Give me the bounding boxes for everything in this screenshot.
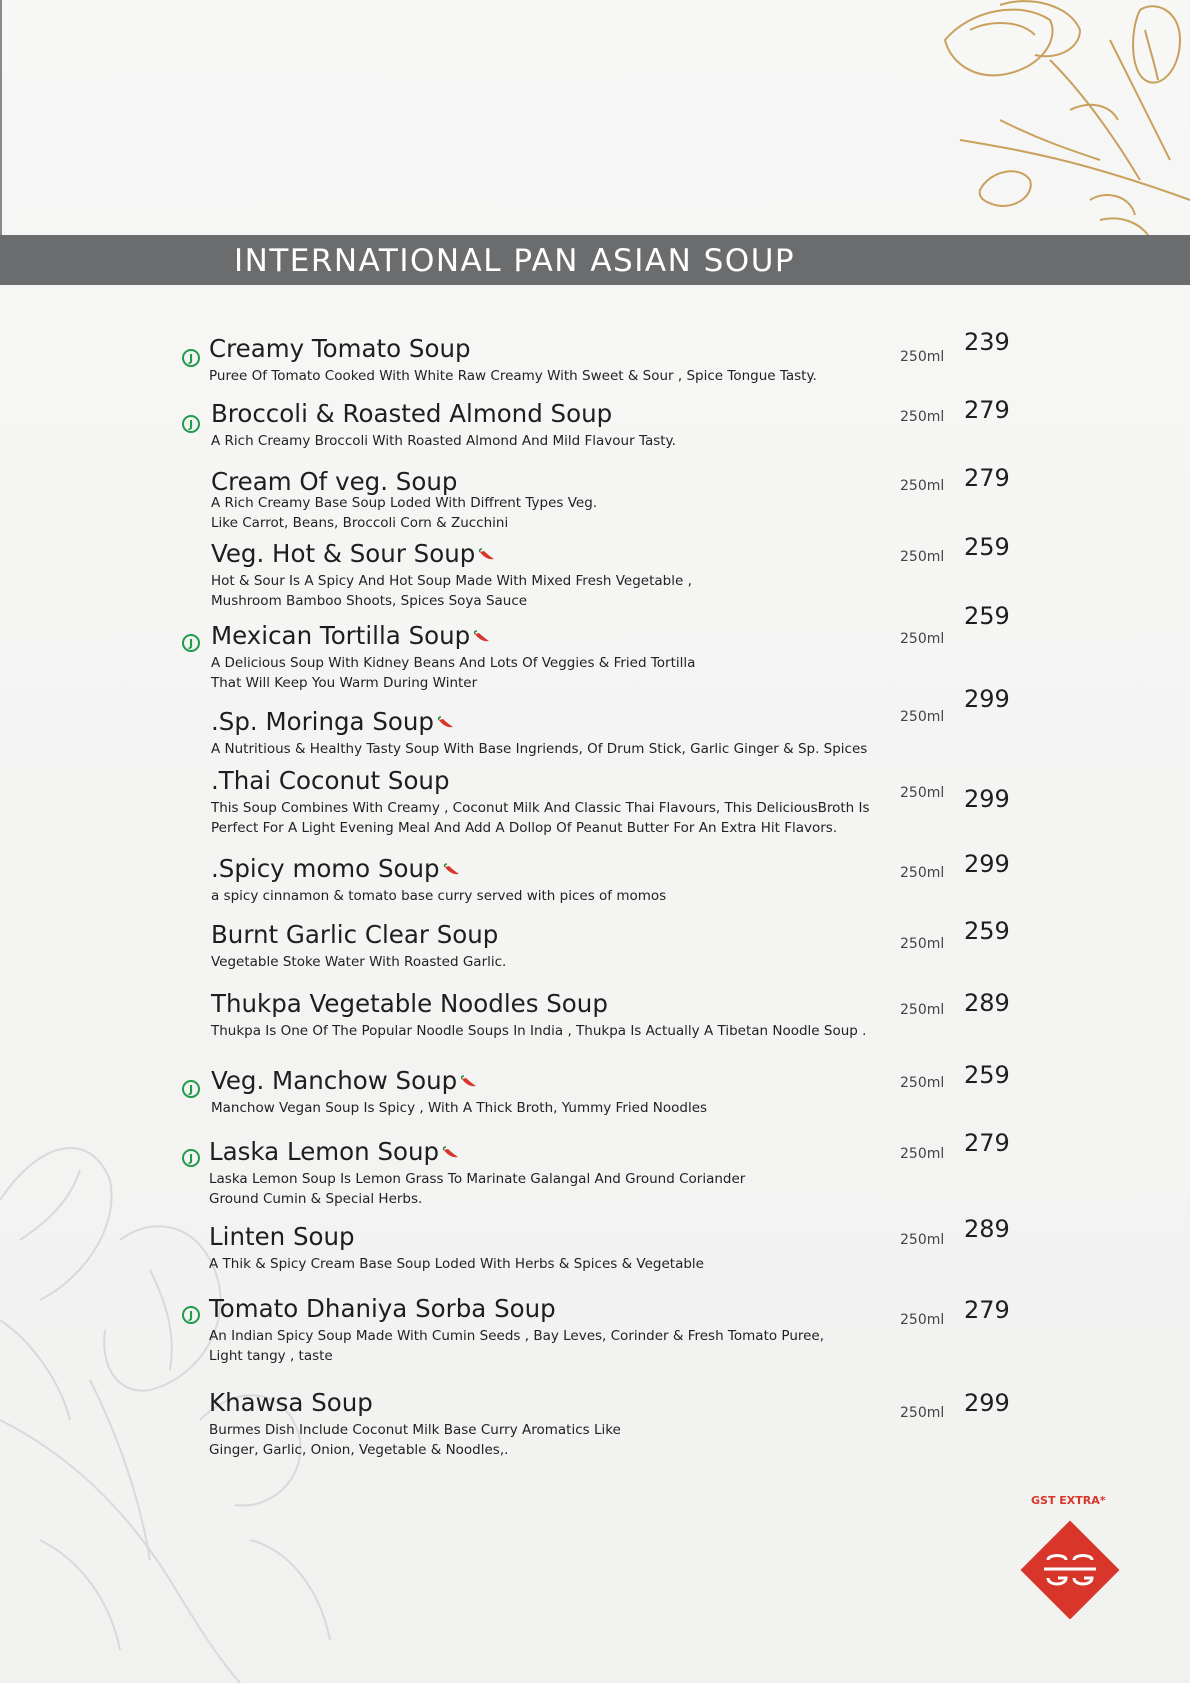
item-name-text: Laska Lemon Soup (209, 1137, 440, 1166)
description-line: Manchow Vegan Soup Is Spicy , With A Thick Broth, Yummy Fried Noodles (211, 1100, 708, 1116)
description-line: A Delicious Soup With Kidney Beans And Lots Of Veggies & Fried Tortilla (211, 655, 696, 671)
item-price: 259 (964, 533, 1010, 561)
description-line: That Will Keep You Warm During Winter (211, 675, 478, 691)
item-price: 299 (964, 850, 1010, 878)
item-name-text: Broccoli & Roasted Almond Soup (211, 399, 613, 428)
item-name (211, 539, 496, 569)
description-line: An Indian Spicy Soup Made With Cumin Seeds , Bay Leves, Corinder & Fresh Tomato Puree, (209, 1328, 825, 1344)
description-line: a spicy cinnamon & tomato base curry served with pices of momos (211, 888, 667, 904)
item-name-text: .Sp. Moringa Soup (211, 707, 434, 736)
chili-icon (442, 1146, 460, 1160)
item-name (209, 1388, 373, 1418)
section-title: INTERNATIONAL PAN ASIAN SOUP (234, 243, 796, 279)
brand-logo-icon (1018, 1518, 1122, 1622)
description-line: Thukpa Is One Of The Popular Noodle Soups In India , Thukpa Is Actually A Tibetan Noodle Soup . (211, 1023, 867, 1039)
item-name-text: Burnt Garlic Clear Soup (211, 920, 499, 949)
item-name (209, 334, 471, 364)
item-description (211, 739, 867, 759)
item-name-text: Khawsa Soup (209, 1388, 373, 1417)
item-price: 279 (964, 464, 1010, 492)
chili-icon (437, 716, 455, 730)
veg-mark-icon: J (182, 1080, 200, 1098)
item-name (211, 854, 461, 884)
item-quantity: 250ml (900, 349, 945, 365)
item-quantity: 250ml (900, 865, 945, 881)
item-description (211, 653, 695, 693)
item-quantity: 250ml (900, 409, 945, 425)
item-description (211, 798, 870, 838)
description-line: Laska Lemon Soup Is Lemon Grass To Marinate Galangal And Ground Coriander (209, 1171, 746, 1187)
item-price: 259 (964, 917, 1010, 945)
description-line: This Soup Combines With Creamy , Coconut Milk And Classic Thai Flavours, This DeliciousBroth Is (211, 800, 870, 816)
item-quantity: 250ml (900, 549, 945, 565)
item-price: 279 (964, 1296, 1010, 1324)
item-description (209, 1254, 704, 1274)
description-line: Mushroom Bamboo Shoots, Spices Soya Sauce (211, 593, 528, 609)
description-line: A Rich Creamy Base Soup Loded With Diffrent Types Veg. (211, 495, 598, 511)
veg-mark-icon: J (182, 415, 200, 433)
item-name (211, 707, 455, 737)
item-name-text: Mexican Tortilla Soup (211, 621, 471, 650)
item-description (211, 431, 676, 451)
item-name (211, 920, 498, 950)
item-description (211, 1021, 866, 1041)
section-banner (0, 235, 1190, 285)
item-quantity: 250ml (900, 1232, 945, 1248)
item-quantity: 250ml (900, 709, 945, 725)
item-name-text: .Thai Coconut Soup (211, 766, 450, 795)
item-name (209, 1222, 355, 1252)
description-line: Perfect For A Light Evening Meal And Add A Dollop Of Peanut Butter For An Extra Hit Flavors. (211, 820, 838, 836)
item-name (211, 621, 491, 651)
item-name (209, 1137, 460, 1167)
item-description (211, 571, 692, 611)
description-line: Hot & Sour Is A Spicy And Hot Soup Made With Mixed Fresh Vegetable , (211, 573, 692, 589)
description-line: Puree Of Tomato Cooked With White Raw Creamy With Sweet & Sour , Spice Tongue Tasty. (209, 368, 817, 384)
item-name-text: Veg. Hot & Sour Soup (211, 539, 476, 568)
description-line: Light tangy , taste (209, 1348, 333, 1364)
item-name-text: .Spicy momo Soup (211, 854, 440, 883)
chili-icon (478, 548, 496, 562)
veg-mark-icon: J (182, 349, 200, 367)
item-name-text: Cream Of veg. Soup (211, 467, 458, 496)
item-name (209, 1294, 556, 1324)
item-price: 239 (964, 328, 1010, 356)
chili-icon (473, 630, 491, 644)
item-quantity: 250ml (900, 1312, 945, 1328)
item-name (211, 766, 450, 796)
item-price: 299 (964, 785, 1010, 813)
chili-icon (460, 1075, 478, 1089)
chili-icon (443, 863, 461, 877)
item-description (211, 1098, 707, 1118)
description-line: Like Carrot, Beans, Broccoli Corn & Zucchini (211, 515, 509, 531)
item-price: 279 (964, 1129, 1010, 1157)
item-price: 289 (964, 1215, 1010, 1243)
floral-decoration-icon (940, 0, 1190, 240)
veg-mark-icon: J (182, 634, 200, 652)
description-line: Ginger, Garlic, Onion, Vegetable & Noodles,. (209, 1442, 509, 1458)
item-price: 279 (964, 396, 1010, 424)
item-quantity: 250ml (900, 1146, 945, 1162)
item-description (209, 1326, 824, 1366)
item-quantity: 250ml (900, 1075, 945, 1091)
item-name-text: Linten Soup (209, 1222, 355, 1251)
item-description (209, 1169, 745, 1209)
description-line: Ground Cumin & Special Herbs. (209, 1191, 423, 1207)
description-line: A Nutritious & Healthy Tasty Soup With Base Ingriends, Of Drum Stick, Garlic Ginger & Sp. Spices (211, 741, 868, 757)
item-description (211, 493, 597, 533)
item-quantity: 250ml (900, 785, 945, 801)
item-name-text: Veg. Manchow Soup (211, 1066, 458, 1095)
description-line: A Thik & Spicy Cream Base Soup Loded With Herbs & Spices & Vegetable (209, 1256, 704, 1272)
item-quantity: 250ml (900, 936, 945, 952)
item-quantity: 250ml (900, 478, 945, 494)
item-price: 259 (964, 602, 1010, 630)
item-name (211, 989, 608, 1019)
item-name-text: Tomato Dhaniya Sorba Soup (209, 1294, 556, 1323)
gst-note: GST EXTRA* (1031, 1494, 1106, 1507)
item-name (211, 399, 612, 429)
item-price: 289 (964, 989, 1010, 1017)
description-line: A Rich Creamy Broccoli With Roasted Almond And Mild Flavour Tasty. (211, 433, 676, 449)
description-line: Burmes Dish Include Coconut Milk Base Curry Aromatics Like (209, 1422, 621, 1438)
item-price: 299 (964, 1389, 1010, 1417)
veg-mark-icon: J (182, 1306, 200, 1324)
item-quantity: 250ml (900, 1002, 945, 1018)
item-quantity: 250ml (900, 1405, 945, 1421)
item-price: 259 (964, 1061, 1010, 1089)
item-name (211, 1066, 478, 1096)
item-description (209, 366, 817, 386)
item-name-text: Creamy Tomato Soup (209, 334, 471, 363)
item-quantity: 250ml (900, 631, 945, 647)
description-line: Vegetable Stoke Water With Roasted Garlic. (211, 954, 507, 970)
item-price: 299 (964, 685, 1010, 713)
item-description (209, 1420, 621, 1460)
item-description (211, 952, 506, 972)
page-edge (0, 0, 2, 236)
item-description (211, 886, 666, 906)
veg-mark-icon: J (182, 1149, 200, 1167)
item-name-text: Thukpa Vegetable Noodles Soup (211, 989, 608, 1018)
